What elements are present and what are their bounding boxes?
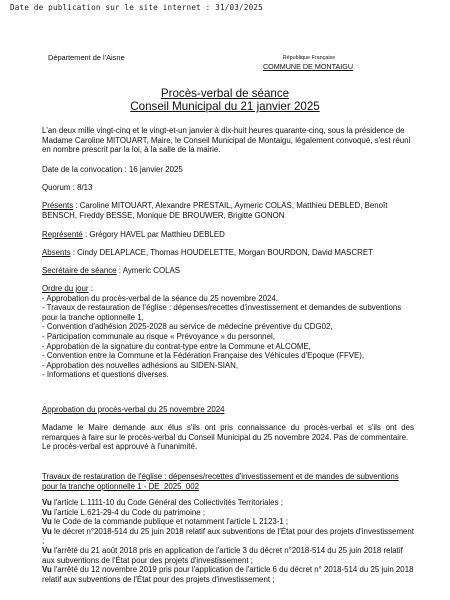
vu-item: Vu l'article L.621-29-4 du Code du patrimoine ;	[42, 507, 206, 517]
section-travaux-vu-list	[42, 498, 414, 584]
agenda-item: - Travaux de restauration de l'église : dépenses/recettes d'investissement et demandes de subventions pour la tranche optionnelle 1,	[42, 303, 402, 322]
document-subtitle: Conseil Municipal du 21 janvier 2025	[130, 100, 320, 113]
commune-label: COMMUNE DE MONTAIGU	[262, 62, 354, 71]
intro-paragraph: L'an deux mille vingt-cinq et le vingt-et-un janvier à dix-huit heures quarante-cinq, sous la présidence de Madame Caroline MITOUART, Maire, le Conseil Municipal de Montaigu, légalement convoqué, s'est réuni en nombre prescrit par la loi, à la salle de la mairie.	[42, 126, 411, 155]
vu-item: Vu l'arrêté du 12 novembre 2019 pris pour l'application de l'article 6 du décret n° 2018-514 du 25 juin 2018 relatif aux subventions de l'État pour des projets d'investissement ;	[42, 565, 414, 584]
department-label: Département de l'Aisne	[48, 53, 125, 62]
absents-paragraph	[42, 248, 414, 258]
agenda-item: - Approbation de la signature du contrat-type entre la Commune et ALCOME,	[42, 341, 311, 351]
agenda-item: - Participation communale au risque « Prévoyance » du personnel,	[42, 331, 275, 341]
agenda-list	[42, 294, 414, 380]
vu-item: Vu le Code de la commande publique et notamment l'article L 2123-1 ;	[42, 517, 289, 527]
represente-text: : Grégory HAVEL par Matthieu DEBLED	[82, 230, 225, 239]
represente-label: Représenté	[42, 230, 83, 239]
agenda-item: - Approbation des nouvelles adhésions au SIDEN-SIAN,	[42, 360, 239, 370]
presents-paragraph	[42, 201, 414, 220]
agenda-section: Ordre du jour : - Approbation du procès-verbal de la séance du 25 novembre 2024, - Travaux de restauration de l'église : dépenses/recettes d'investissement et demandes de subventions pour la tranche optionnelle 1, - Convention d'adhésion 2025-2028 au service de médecine préventive du CDG02, - Participation communale au risque « Prévoyance » du personnel, - Approbation de la signature du contrat-type entre la Commune et ALCOME, - Convention entre la Commune et la Fédération Française des Véhicules d'Epoque (FFVE), - Approbation des nouvelles adhésions au SIDEN-SIAN, - Informations et questions diverses.	[42, 284, 414, 380]
absents-text: : Cindy DELAPLACE, Thomas HOUDELETTE, Morgan BOURDON, David MASCRET	[70, 248, 373, 257]
document-title: Procès-verbal de séance	[160, 87, 290, 100]
agenda-label: Ordre du jour	[42, 284, 89, 293]
convocation-date: Date de la convocation : 16 janvier 2025	[42, 165, 183, 174]
absents-label: Absents	[42, 248, 71, 257]
section-travaux-heading: Travaux de restauration de l'église : dépenses/recettes d'investissement et de mandes de subventions pour la tranche optionnelle 1 - DE_2025_002	[42, 472, 399, 491]
quorum: Quorum : 8/13	[42, 183, 93, 192]
presents-label: Présents	[42, 201, 74, 210]
section-approbation-body: Madame le Maire demande aux élus s'ils ont pris connaissance du procès-verbal et s'ils ont des remarques à faire sur le procès-verbal du Conseil Municipal du 25 novembre 2024. Pas de commentaire. Le procès-verbal est approuvé à l'unanimité.	[42, 423, 414, 452]
agenda-item: - Convention d'adhésion 2025-2028 au service de médecine préventive du CDG02,	[42, 322, 333, 332]
secretaire-paragraph	[42, 266, 414, 276]
secretaire-text: : Aymeric COLAS	[116, 266, 181, 275]
republic-label: République Française	[282, 55, 336, 61]
agenda-item: - Informations et questions diverses.	[42, 370, 169, 380]
vu-item: Vu l'arrêté du 21 août 2018 pris en application de l'article 3 du décret n°2018-514 du 25 juin 2018 relatif aux subventions de l'État pour des projets d'investissement ;	[42, 545, 403, 565]
secretaire-label: Secrétaire de séance	[42, 266, 117, 275]
agenda-item: - Approbation du procès-verbal de la séance du 25 novembre 2024,	[42, 293, 278, 303]
agenda-item: - Convention entre la Commune et la Fédération Française des Véhicules d'Epoque (FFVE),	[42, 351, 365, 361]
publication-date: Date de publication sur le site internet : 31/03/2025	[10, 3, 263, 12]
section-approbation-heading: Approbation du procès-verbal du 25 novembre 2024	[42, 405, 225, 414]
vu-item: Vu l'article L.1111-10 du Code Général des Collectivités Territoriales ;	[42, 498, 283, 507]
presents-text: : Caroline MITOUART, Alexandre PRESTAIL, Aymeric COLAS, Matthieu DEBLED, Benoît BENSCH, Freddy BESSE, Monique DE BROUWER, Brigitte GONON	[42, 201, 388, 220]
represente-paragraph	[42, 230, 414, 240]
vu-item: Vu le décret n°2018-514 du 25 juin 2018 relatif aux subventions de l'État pour des projets d'investissement ;	[42, 526, 414, 546]
